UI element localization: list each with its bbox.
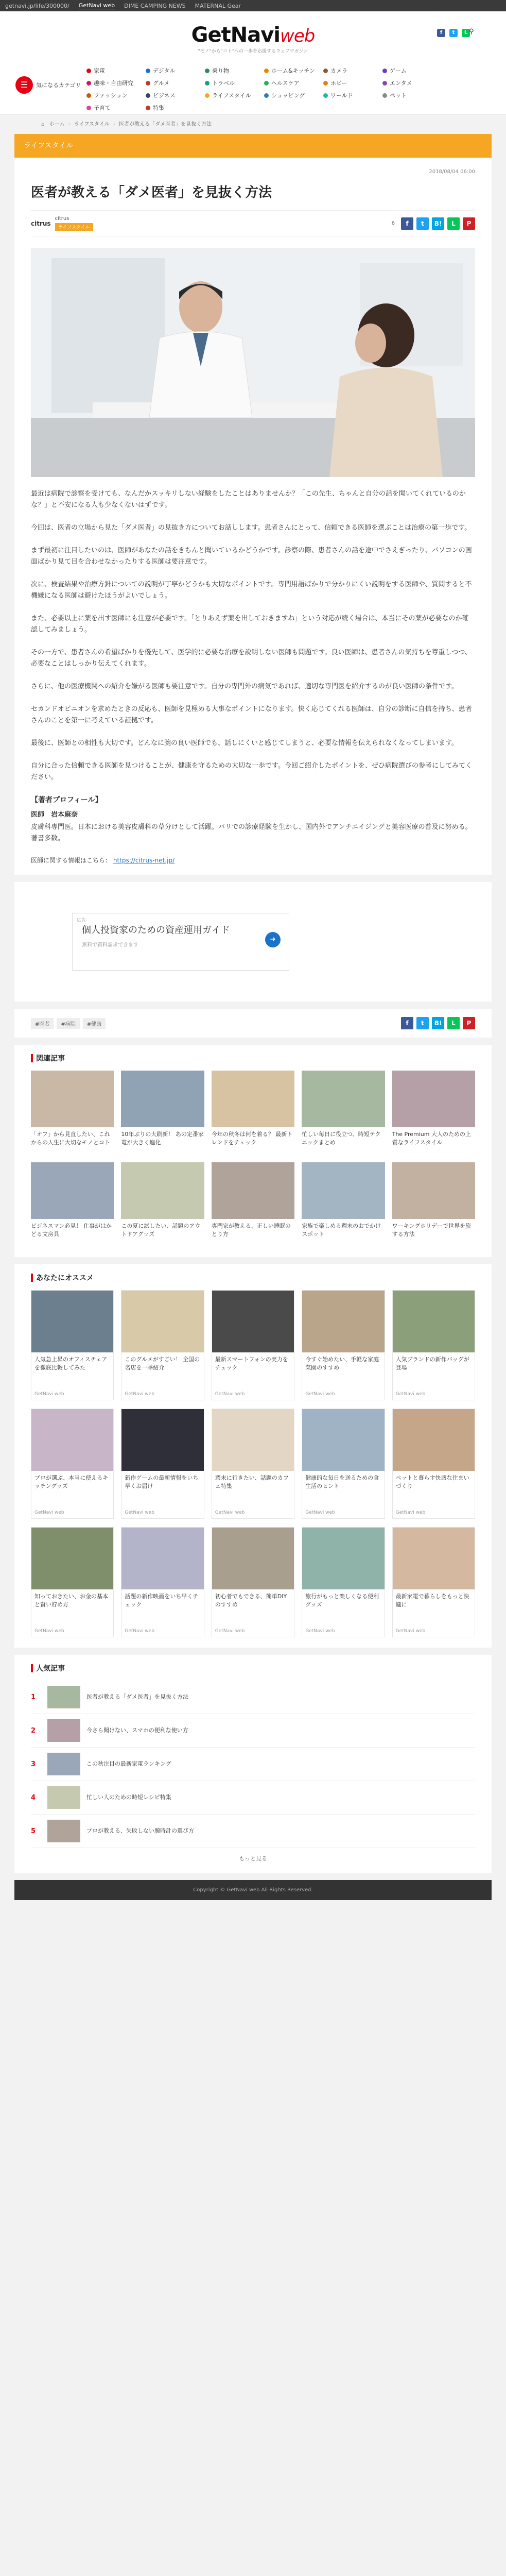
author-link-prefix: 医師に関する情報はこちら：: [31, 857, 112, 864]
footer: Copyright © GetNavi web All Rights Reserved.: [14, 1880, 492, 1900]
recommend-source: GetNavi web: [125, 1392, 154, 1397]
recommend-heading: あなたにオススメ: [31, 1273, 475, 1283]
site-logo[interactable]: GetNaviweb: [191, 23, 315, 47]
recommend-item[interactable]: [121, 1409, 204, 1519]
related-caption: 忙しい毎日に役立つ、時短テクニックまとめ: [302, 1131, 381, 1146]
recommend-thumbnail: [212, 1291, 294, 1352]
article-paragraph: 最後に、医師との相性も大切です。どんなに腕の良い医師でも、話しにくいと感じてしまうと、必要な情報を伝えられなくなってしまいます。: [31, 739, 458, 747]
share-hatena-button[interactable]: B!: [432, 1017, 444, 1029]
recommend-caption: 人気急上昇のオフィスチェアを徹底比較してみた: [34, 1356, 108, 1371]
recommend-thumbnail: [302, 1409, 384, 1471]
ranking-item[interactable]: [31, 1748, 475, 1781]
recommend-thumbnail: [31, 1409, 113, 1471]
related-item[interactable]: [31, 1071, 114, 1155]
article-paragraph: 今回は、医者の立場から見た「ダメ医者」の見抜き方についてお話しします。患者さんにとって、信頼できる医師を選ぶことは治療の第一歩です。: [31, 524, 472, 532]
category-label: 趣味・自由研究: [94, 80, 133, 87]
recommend-source: GetNavi web: [395, 1510, 426, 1515]
related-thumbnail: [302, 1162, 385, 1219]
share-twitter-button[interactable]: t: [416, 1017, 429, 1029]
recommend-caption: 今すぐ始めたい、手軽な家庭菜園のすすめ: [305, 1356, 379, 1371]
recommend-thumbnail: [302, 1528, 384, 1589]
recommend-source: GetNavi web: [305, 1629, 335, 1634]
facebook-icon[interactable]: f: [437, 29, 445, 37]
share-hatena-button[interactable]: B!: [432, 217, 444, 230]
ranking-thumbnail: [47, 1786, 80, 1809]
related-thumbnail: [392, 1071, 475, 1127]
category-dot-icon: [86, 106, 91, 110]
category-link[interactable]: [205, 66, 264, 75]
related-caption: 専門家が教える、正しい睡眠のとり方: [211, 1223, 291, 1238]
recommend-item[interactable]: [302, 1290, 385, 1400]
article-byline: [31, 210, 475, 236]
related-thumbnail: [302, 1071, 385, 1127]
recommend-caption: 知っておきたい、お金の基本と賢い貯め方: [34, 1593, 108, 1608]
recommend-item[interactable]: [212, 1290, 294, 1400]
ranking-thumbnail: [47, 1719, 80, 1742]
article-paragraph: また、必要以上に薬を出す医師にも注意が必要です。「とりあえず薬を出しておきますね」という対応が続く場合は、本当にその薬が必要なのか確認してみましょう。: [31, 615, 469, 634]
category-link[interactable]: [382, 91, 442, 99]
share-bar-bottom: [14, 1009, 492, 1038]
related-caption: 家族で楽しめる週末のおでかけスポット: [302, 1223, 381, 1238]
home-icon[interactable]: ⌂: [41, 122, 45, 127]
tag-chip[interactable]: #病院: [57, 1018, 79, 1029]
menu-icon: ☰: [15, 76, 33, 94]
recommend-caption: 最新家電で暮らしをもっと快適に: [395, 1593, 469, 1608]
share-line-button[interactable]: L: [447, 217, 460, 230]
category-link[interactable]: [86, 104, 146, 112]
ranking-section: [14, 1655, 492, 1873]
article-paragraph: さらに、他の医療機関への紹介を嫌がる医師も要注意です。自分の専門外の病気であれば、適切な専門医を紹介するのが良い医師の条件です。: [31, 683, 458, 690]
category-dot-icon: [382, 81, 387, 86]
category-dot-icon: [146, 81, 150, 86]
recommend-caption: 最新スマートフォンの実力をチェック: [215, 1356, 288, 1371]
related-caption: 「オフ」から見直したい、これからの人生に大切なモノとコト: [31, 1131, 110, 1146]
browser-bar: [0, 0, 506, 11]
category-dot-icon: [264, 69, 269, 73]
tag-list: [31, 1018, 106, 1029]
category-menu-button[interactable]: [15, 76, 81, 94]
recommend-item[interactable]: [302, 1527, 385, 1637]
category-dot-icon: [382, 93, 387, 98]
category-label: 家電: [94, 67, 105, 74]
category-link[interactable]: [86, 66, 146, 75]
category-dot-icon: [264, 93, 269, 98]
related-item[interactable]: [121, 1162, 204, 1247]
category-label: ワールド: [330, 92, 353, 99]
category-link[interactable]: [146, 66, 205, 75]
ranking-number: 5: [31, 1827, 36, 1835]
related-thumbnail: [31, 1071, 114, 1127]
line-icon[interactable]: L: [462, 29, 470, 37]
recommend-thumbnail: [31, 1291, 113, 1352]
ranking-number: 3: [31, 1760, 36, 1768]
share-line-button[interactable]: L: [447, 1017, 460, 1029]
article-paragraph: その一方で、患者さんの希望ばかりを優先して、医学的に必要な治療を説明しない医師も問題です。良い医師は、患者さんの気持ちを尊重しつつ、必要なことはしっかり伝えてくれます。: [31, 649, 472, 668]
article-date: 2018/08/04 06:00: [429, 169, 475, 175]
recommend-thumbnail: [212, 1409, 294, 1471]
category-dot-icon: [382, 69, 387, 73]
related-heading: 関連記事: [31, 1053, 475, 1063]
category-label: デジタル: [153, 67, 176, 74]
recommend-thumbnail: [393, 1291, 475, 1352]
ranking-title: この秋注目の最新家電ランキング: [86, 1760, 171, 1767]
recommend-section: [14, 1264, 492, 1648]
ranking-thumbnail: [47, 1686, 80, 1708]
recommend-thumbnail: [393, 1528, 475, 1589]
recommend-caption: 話題の新作映画をいち早くチェック: [125, 1593, 199, 1608]
related-caption: The Premium 大人のための上質なライフスタイル: [392, 1131, 471, 1146]
recommend-thumbnail: [302, 1291, 384, 1352]
category-link[interactable]: [264, 66, 323, 75]
related-item[interactable]: [302, 1071, 385, 1155]
category-label: ファッション: [94, 92, 128, 99]
recommend-item[interactable]: [212, 1527, 294, 1637]
author-link[interactable]: https://citrus-net.jp/: [113, 857, 175, 864]
category-link[interactable]: [323, 66, 382, 75]
breadcrumb-category[interactable]: ライフスタイル: [74, 122, 110, 127]
arrow-right-icon[interactable]: ➜: [265, 932, 281, 947]
main-column: [14, 134, 492, 1900]
category-link[interactable]: [382, 79, 442, 87]
profile-name: 医師 岩本麻奈: [31, 811, 78, 819]
share-pocket-button[interactable]: P: [463, 217, 475, 230]
menu-label: 気になるカテゴリ: [36, 82, 81, 89]
breadcrumb: ⌂ ホーム › ライフスタイル › 医者が教える「ダメ医者」を見抜く方法: [0, 114, 506, 135]
recommend-source: GetNavi web: [305, 1392, 335, 1397]
category-link[interactable]: [382, 66, 442, 75]
section-label: ライフスタイル: [14, 134, 492, 158]
recommend-item[interactable]: [392, 1290, 475, 1400]
author[interactable]: [31, 216, 93, 231]
category-link[interactable]: [146, 79, 205, 87]
recommend-source: GetNavi web: [125, 1629, 154, 1634]
share-count: 6: [391, 221, 395, 226]
recommend-thumbnail: [121, 1528, 203, 1589]
category-label: カメラ: [330, 67, 347, 74]
author-name: citrus: [55, 216, 69, 222]
recommend-caption: 健康的な毎日を送るための食生活のヒント: [305, 1475, 379, 1489]
recommend-item[interactable]: [31, 1290, 114, 1400]
category-dot-icon: [205, 81, 210, 86]
related-item[interactable]: [121, 1071, 204, 1155]
category-label: ホーム&キッチン: [271, 67, 315, 74]
ranking-title: プロが教える、失敗しない腕時計の選び方: [86, 1827, 194, 1834]
category-link[interactable]: [146, 104, 205, 112]
recommend-source: GetNavi web: [215, 1629, 245, 1634]
category-link[interactable]: [146, 91, 205, 99]
breadcrumb-home[interactable]: ホーム: [49, 122, 65, 127]
site-tab-dime[interactable]: DIME CAMPING NEWS: [124, 2, 186, 9]
category-label: ビジネス: [153, 92, 176, 99]
category-dot-icon: [146, 93, 150, 98]
recommend-source: GetNavi web: [395, 1629, 426, 1634]
related-thumbnail: [121, 1162, 204, 1219]
ad-container: [14, 882, 492, 1002]
ranking-title: 今さら聞けない、スマホの便利な使い方: [86, 1727, 188, 1734]
recommend-source: GetNavi web: [395, 1392, 426, 1397]
category-link[interactable]: [264, 91, 323, 99]
article-paragraph: 最近は病院で診察を受けても、なんだかスッキリしない経験をしたことはありませんか？「この先生、ちゃんと自分の話を聞いてくれているのかな？」と不安になる人も少なくないはずです。: [31, 490, 466, 509]
site-header: [0, 11, 506, 59]
article-paragraph: 自分に合った信頼できる医師を見つけることが、健康を守るための大切な一歩です。今回ご紹介したポイントを、ぜひ病院選びの参考にしてみてください。: [31, 762, 472, 781]
recommend-caption: 初心者でもできる、簡単DIYのすすめ: [215, 1593, 287, 1608]
category-link[interactable]: [205, 91, 264, 99]
recommend-caption: このグルメがすごい！ 全国の名店を一挙紹介: [125, 1356, 200, 1371]
recommend-item[interactable]: [302, 1409, 385, 1519]
recommend-caption: 旅行がもっと楽しくなる便利グッズ: [305, 1593, 379, 1608]
profile-text: 皮膚科専門医。日本における美容皮膚科の草分けとして活躍。パリでの診療経験を生かし、国内外でアンチエイジングと美容医療の普及に努める。著書多数。: [31, 823, 472, 842]
category-dot-icon: [86, 93, 91, 98]
tag-chip[interactable]: #健康: [83, 1018, 106, 1029]
doctor-consultation-photo: [31, 248, 475, 477]
related-thumbnail: [31, 1162, 114, 1219]
article-body: [31, 488, 475, 865]
category-dot-icon: [146, 69, 150, 73]
category-dot-icon: [205, 93, 210, 98]
recommend-caption: 週末に行きたい、話題のカフェ特集: [215, 1475, 289, 1489]
recommend-source: GetNavi web: [215, 1510, 245, 1515]
related-thumbnail: [392, 1162, 475, 1219]
header-social: [437, 29, 470, 37]
ranking-item[interactable]: [31, 1681, 475, 1714]
ranking-title: 忙しい人のための時短レシピ特集: [86, 1794, 171, 1801]
category-dot-icon: [146, 106, 150, 110]
recommend-caption: 人気ブランドの新作バッグが登場: [395, 1356, 469, 1371]
category-label: ヘルスケア: [271, 80, 300, 87]
recommend-item[interactable]: [31, 1527, 114, 1637]
recommend-thumbnail: [393, 1409, 475, 1471]
category-dot-icon: [323, 69, 328, 73]
related-item[interactable]: [392, 1071, 475, 1155]
recommend-item[interactable]: [31, 1409, 114, 1519]
category-label: ペット: [390, 92, 407, 99]
ad-label: 広告: [77, 918, 86, 923]
profile-heading: 【著者プロフィール】: [31, 796, 102, 804]
related-item[interactable]: [392, 1162, 475, 1247]
ranking-item[interactable]: [31, 1714, 475, 1748]
article-paragraph: まず最初に注目したいのは、医師があなたの話をきちんと聞いているかどうかです。診察の際、患者さんの話を途中でさえぎったり、パソコンの画面ばかり見て目を合わせなかったりする医師は要注意です。: [31, 547, 472, 566]
recommend-caption: ペットと暮らす快適な住まいづくり: [395, 1475, 469, 1489]
author-category-badge: ライフスタイル: [55, 223, 93, 231]
ranking-item[interactable]: [31, 1815, 475, 1848]
share-bar-top: [392, 217, 475, 230]
author-link-line: [31, 856, 475, 865]
related-grid: [31, 1071, 475, 1247]
recommend-thumbnail: [121, 1409, 203, 1471]
category-label: 子育て: [94, 105, 111, 111]
related-item[interactable]: [212, 1071, 294, 1155]
category-link[interactable]: [264, 79, 323, 87]
share-facebook-button[interactable]: f: [401, 217, 413, 230]
article-paragraph: セカンドオピニオンを求めたときの反応も、医師を見極める大事なポイントになります。快く応じてくれる医師は、自分の診断に自信を持ち、患者さんのことを第一に考えている証拠です。: [31, 705, 472, 724]
category-grid: [86, 66, 442, 112]
recommend-source: GetNavi web: [34, 1629, 64, 1634]
ranking-heading: 人気記事: [31, 1663, 475, 1673]
related-articles: [14, 1045, 492, 1257]
recommend-caption: 新作ゲームの最新情報をいち早くお届け: [125, 1475, 199, 1489]
related-thumbnail: [212, 1071, 294, 1127]
ranking-list: [31, 1681, 475, 1848]
site-tab-getnavi[interactable]: GetNavi web: [78, 2, 115, 9]
category-dot-icon: [264, 81, 269, 86]
twitter-icon[interactable]: t: [449, 29, 458, 37]
related-thumbnail: [212, 1162, 294, 1219]
category-label: ホビー: [330, 80, 347, 87]
ranking-more-link[interactable]: もっと見る: [239, 1855, 267, 1862]
category-label: 乗り物: [212, 67, 229, 74]
ranking-item[interactable]: [31, 1781, 475, 1815]
category-label: ゲーム: [390, 67, 407, 74]
recommend-source: GetNavi web: [34, 1510, 64, 1515]
recommend-item[interactable]: [392, 1409, 475, 1519]
address-bar[interactable]: getnavi.jp/life/300000/: [5, 2, 69, 9]
recommend-source: GetNavi web: [305, 1510, 335, 1515]
category-link[interactable]: [86, 79, 146, 87]
breadcrumb-current: 医者が教える「ダメ医者」を見抜く方法: [119, 122, 212, 127]
ranking-number: 4: [31, 1793, 36, 1802]
related-caption: ワーキングホリデーで世界を旅する方法: [392, 1223, 472, 1238]
article: [14, 158, 492, 875]
category-dot-icon: [86, 69, 91, 73]
category-label: グルメ: [153, 80, 170, 87]
recommend-grid: [31, 1290, 475, 1637]
author-logo: citrus: [31, 219, 51, 227]
recommend-caption: プロが選ぶ、本当に使えるキッチングッズ: [34, 1475, 109, 1489]
share-facebook-button[interactable]: f: [401, 1017, 413, 1029]
share-twitter-button[interactable]: t: [416, 217, 429, 230]
category-label: エンタメ: [390, 80, 412, 87]
ad-title: 個人投資家のための資産運用ガイド: [82, 925, 230, 936]
ranking-title: 医者が教える「ダメ医者」を見抜く方法: [86, 1693, 188, 1700]
category-link[interactable]: [86, 91, 146, 99]
recommend-item[interactable]: [121, 1290, 204, 1400]
article-title: 医者が教える「ダメ医者」を見抜く方法: [31, 185, 272, 200]
ad-banner[interactable]: [72, 913, 289, 971]
related-caption: 今年の秋冬は何を着る？ 最新トレンドをチェック: [211, 1131, 293, 1146]
recommend-source: GetNavi web: [215, 1392, 245, 1397]
ad-subtitle: 無料で資料請求できます: [82, 942, 138, 948]
recommend-source: GetNavi web: [34, 1392, 64, 1397]
related-item[interactable]: [302, 1162, 385, 1247]
category-dot-icon: [205, 69, 210, 73]
recommend-source: GetNavi web: [125, 1510, 154, 1515]
recommend-thumbnail: [212, 1528, 294, 1589]
category-dot-icon: [323, 93, 328, 98]
recommend-item[interactable]: [121, 1527, 204, 1637]
article-paragraph: 次に、検査結果や治療方針についての説明が丁寧かどうかも大切なポイントです。専門用語ばかりで分かりにくい説明をする医師や、質問すると不機嫌になる医師は避けたほうがよいでしょう。: [31, 581, 472, 600]
ranking-thumbnail: [47, 1753, 80, 1775]
category-link[interactable]: [205, 79, 264, 87]
search-icon[interactable]: ⚲: [469, 28, 474, 36]
site-tab-maternal[interactable]: MATERNAL Gear: [195, 2, 241, 9]
hero-image: [31, 248, 475, 477]
recommend-thumbnail: [31, 1528, 113, 1589]
share-pocket-button[interactable]: P: [463, 1017, 475, 1029]
category-label: ライフスタイル: [212, 92, 251, 99]
category-dot-icon: [86, 81, 91, 86]
category-label: 特集: [153, 105, 164, 111]
related-item[interactable]: [31, 1162, 114, 1247]
category-link[interactable]: [323, 79, 382, 87]
related-caption: この夏に試したい、話題のアウトドアグッズ: [121, 1223, 201, 1238]
category-label: ショッピング: [271, 92, 305, 99]
category-dot-icon: [323, 81, 328, 86]
category-nav: [0, 59, 506, 114]
ranking-number: 1: [31, 1693, 36, 1701]
ranking-thumbnail: [47, 1820, 80, 1842]
related-item[interactable]: [212, 1162, 294, 1247]
ranking-number: 2: [31, 1726, 36, 1735]
related-thumbnail: [121, 1071, 204, 1127]
recommend-item[interactable]: [392, 1527, 475, 1637]
related-caption: 10年ぶりの大刷新！ あの定番家電が大きく進化: [121, 1131, 204, 1146]
related-caption: ビジネスマン必見！ 仕事がはかどる文房具: [31, 1223, 112, 1238]
recommend-thumbnail: [121, 1291, 203, 1352]
tag-chip[interactable]: #医者: [31, 1018, 54, 1029]
category-label: トラベル: [212, 80, 235, 87]
recommend-item[interactable]: [212, 1409, 294, 1519]
site-tagline: "モノ"から"コト"への一歩を応援するウェブマガジン: [198, 49, 308, 54]
category-link[interactable]: [323, 91, 382, 99]
share-buttons-bottom: [401, 1017, 475, 1029]
